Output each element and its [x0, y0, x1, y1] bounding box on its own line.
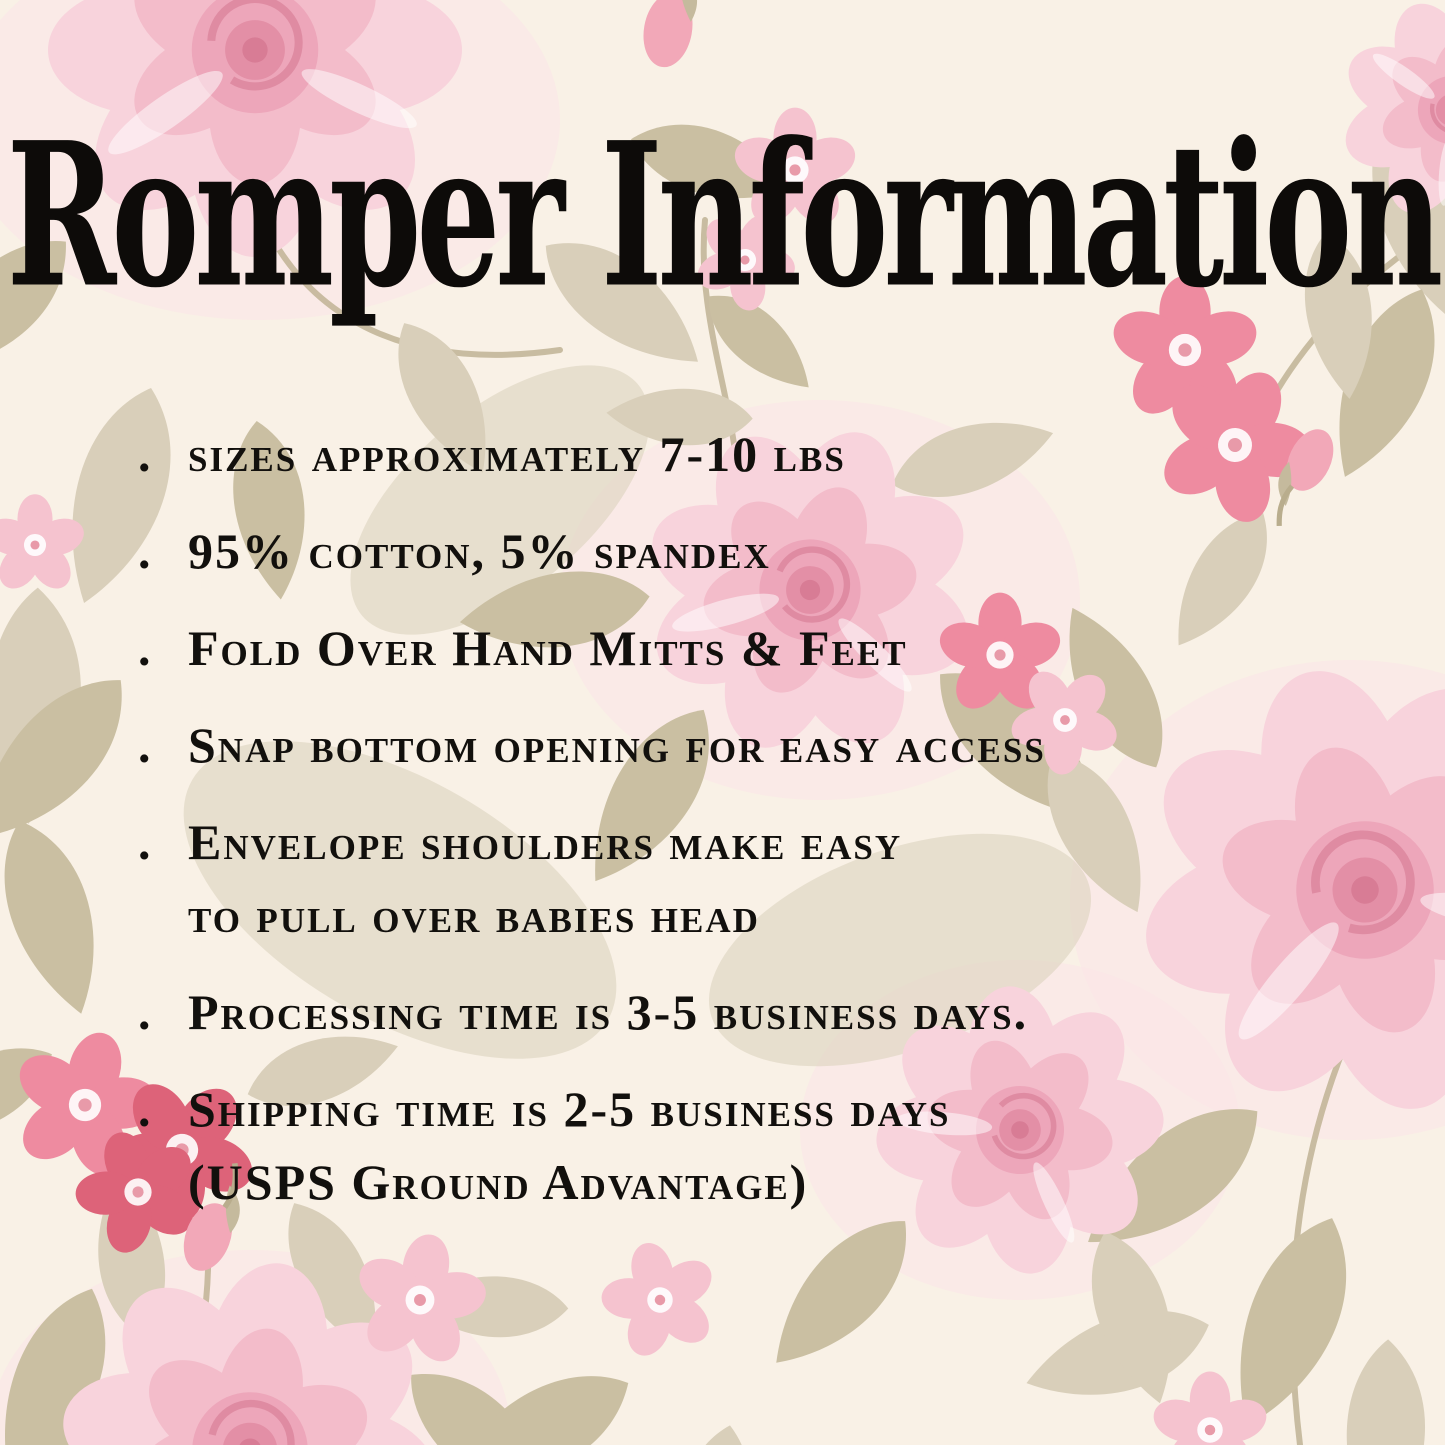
bullet-text: Processing time is 3-5 business days.: [188, 984, 1029, 1040]
list-item: [138, 1073, 1415, 1219]
list-item: [138, 976, 1415, 1049]
bullet-text: Snap bottom opening for easy access: [188, 717, 1046, 773]
bullet-text: Envelope shoulders make easy: [188, 814, 903, 870]
page-title: Romper Information: [6, 100, 1439, 333]
list-item: [138, 806, 1415, 952]
bullet-marker: .: [138, 814, 153, 870]
bullet-marker: .: [138, 620, 153, 676]
list-item: [138, 418, 1415, 491]
bullet-text-continued: to pull over babies head: [188, 887, 760, 943]
bullet-marker: .: [138, 984, 153, 1040]
bullet-text: sizes approximately 7-10 lbs: [188, 426, 846, 482]
list-item: [138, 515, 1415, 588]
bullet-text: Shipping time is 2-5 business days: [188, 1081, 951, 1137]
bullet-marker: .: [138, 426, 153, 482]
bullet-text: Fold Over Hand Mitts & Feet: [188, 620, 908, 676]
bullet-text-continued: (USPS Ground Advantage): [188, 1154, 809, 1210]
bullet-marker: .: [138, 717, 153, 773]
bullet-list: [138, 418, 1415, 1219]
bullet-marker: .: [138, 1081, 153, 1137]
list-item: [138, 612, 1415, 685]
list-item: [138, 709, 1415, 782]
bullet-text: 95% cotton, 5% spandex: [188, 523, 771, 579]
bullet-marker: .: [138, 523, 153, 579]
